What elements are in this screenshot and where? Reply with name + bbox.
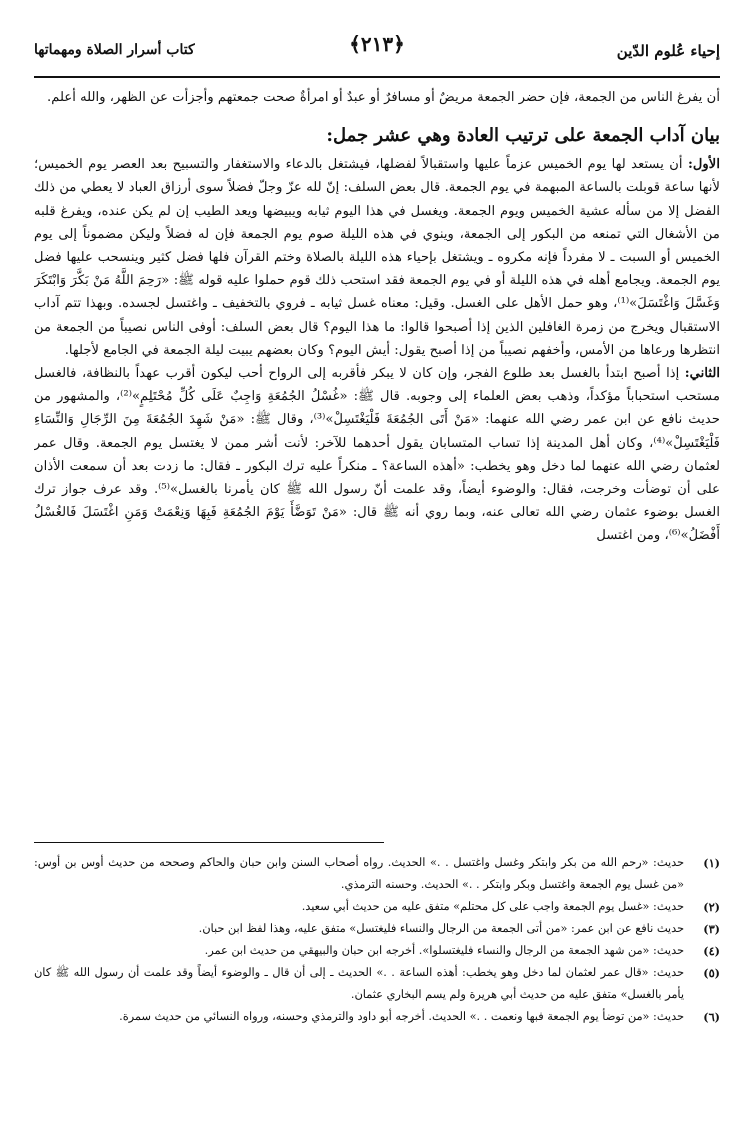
footnote	[34, 918, 720, 940]
footnote-text: حديث: «قال عمر لعثمان لما دخل وهو يخطب: أهذه الساعة . .» الحديث ـ إلى أن قال ـ والوضوء أيضاً وقد علمت أن رسول الله ﷺ كان يأمر بالغسل» متفق عليه من حديث أبي هريرة ولم يسم البخاري عثمان.	[34, 966, 684, 1001]
section-title: بيان آداب الجمعة على ترتيب العادة وهي عشر جمل:	[326, 125, 720, 147]
intro-paragraph: أن يفرغ الناس من الجمعة، فإن حضر الجمعة مريضٌ أو مسافرٌ أو عبدٌ أو امرأةٌ صحت جمعتهم وأجزأت عن الظهر، والله أعلم.	[47, 90, 720, 105]
footnote-text: حديث: «من شهد الجمعة من الرجال والنساء فليغتسلوا». أخرجه ابن حبان والبيهقي من حديث ابن عمر.	[204, 944, 684, 957]
main-text	[34, 86, 720, 832]
footnote	[34, 962, 720, 1006]
footnote	[34, 896, 720, 918]
footnote-text: حديث: «من توضأ يوم الجمعة فبها ونعمت . .» الحديث. أخرجه أبو داود والترمذي وحسنه، ورواه النسائي من حديث سمرة.	[119, 1010, 684, 1023]
header-rule	[34, 76, 720, 78]
second-label: الثاني:	[684, 366, 720, 382]
first-label: الأول:	[687, 157, 720, 173]
footnotes	[34, 852, 720, 1102]
book-title: إحياء عُلوم الدّين	[616, 42, 720, 60]
footnote-text: حديث: «رحم الله من بكر وابتكر وغسل واغتسل . .» الحديث. رواه أصحاب السنن وابن حبان والحاكم وصححه من حديث أوس بن أوس: «من غسل يوم الجمعة واغتسل وبكر وابتكر . .» الحديث. وحسنه الترمذي.	[34, 856, 684, 891]
paragraph-first	[34, 153, 720, 362]
footnote	[34, 1006, 720, 1028]
footnote-number: (٣)	[703, 922, 720, 936]
footnote-number: (١)	[703, 856, 720, 870]
page-number: ﴿٢١٣﴾	[349, 32, 405, 56]
footnote-number: (٢)	[703, 900, 720, 914]
footnote-number: (٦)	[703, 1010, 720, 1024]
footnote	[34, 852, 720, 896]
chapter-title: كتاب أسرار الصلاة ومهماتها	[34, 42, 195, 58]
paragraph-second	[34, 362, 720, 548]
footnote	[34, 940, 720, 962]
footnote-text: حديث نافع عن ابن عمر: «من أتى الجمعة من الرجال والنساء فليغتسل» متفق عليه، وهذا لفظ ابن حبان.	[198, 922, 684, 935]
footnote-text: حديث: «غسل يوم الجمعة واجب على كل محتلم» متفق عليه من حديث أبي سعيد.	[301, 900, 684, 913]
first-text: أن يستعد لها يوم الخميس عزماً عليها واستقبالاً لفضلها، فيشتغل بالدعاء والاستغفار والتسبيح بعد العصر يوم الخميس؛ لأنها ساعة قوبلت بالساعة المبهمة في يوم الجمعة. قال بعض السلف: إنّ لله عزّ وجلّ فضلاً سوى أرزاق العباد لا يعطي من ذلك الفضل إلا من سأله عشية الخميس ويوم الجمعة. ويغسل في هذا اليوم ثيابه ويبيضها ويعد الطيب إن لم يكن عنده، ويفرغ قلبه من الأشغال التي تمنعه من البكور إلى الجمعة، وينوي في هذه الليلة صوم يوم الجمعة فإن له فضلاً وليكن مضموناً إلى يوم الخميس أو السبت ـ لا مفرداً فإنه مكروه ـ ويشتغل بإحياء هذه الليلة بالصلاة وختم القرآن فلها فضل كثير وينسحب عليها فضل يوم الجمعة. ويجامع أهله في هذه الليلة أو في يوم الجمعة فقد استحب ذلك قوم حملوا عليه قوله ﷺ: «رَحِمَ اللَّهُ مَنْ بَكَّرَ وَابْتَكَرَ وَغَسَّلَ وَاغْتَسَلَ»⁽¹⁾، وهو حمل الأهل على الغسل. وقيل: معناه غسل ثيابه ـ فروي بالتخفيف ـ واغتسل لجسده. وبهذا تتم آداب الاستقبال ويخرج من زمرة الغافلين الذين إذا أصبحوا قالوا: ما هذا اليوم؟ قال بعض السلف: أوفى الناس نصيباً من الجمعة من انتظرها ورعاها من الأمس، وأخفهم نصيباً من إذا أصبح يقول: أيش اليوم؟ وكان بعضهم يبيت ليلة الجمعة في الجامع لأجلها.	[34, 157, 720, 358]
page-header	[34, 30, 720, 76]
second-text: إذا أصبح ابتدأ بالغسل بعد طلوع الفجر، وإن كان لا يبكر فأقربه إلى الرواح أحب ليكون أقرب عهداً بالنظافة، فالغسل مستحب استحباباً مؤكداً، وذهب بعض العلماء إلى وجوبه. قال ﷺ: «غُسْلُ الجُمُعَةِ وَاجِبٌ عَلَى كُلِّ مُحْتَلِمٍ»⁽²⁾، والمشهور من حديث نافع عن ابن عمر رضي الله عنهما: «مَنْ أَتَى الجُمُعَةَ فَلْيَغْتَسِلْ»⁽³⁾، وقال ﷺ: «مَنْ شَهِدَ الجُمُعَةَ مِنَ الرِّجَالِ وَالنِّسَاءِ فَلْيَغْتَسِلْ»⁽⁴⁾، وكان أهل المدينة إذا تساب المتسابان يقول أحدهما للآخر: لأنت أشر ممن لا يغتسل يوم الجمعة. وقال عمر لعثمان رضي الله عنهما لما دخل وهو يخطب: «أهذه الساعة؟ ـ منكراً عليه ترك البكور ـ فقال: ما زدت بعد أن سمعت الأذان على أن توضأت وخرجت، فقال: والوضوء أيضاً، وقد علمت أنّ رسول الله ﷺ كان يأمرنا بالغسل»⁽⁵⁾. وقد عرف جواز ترك الغسل بوضوء عثمان رضي الله تعالى عنه، وبما روي أنه ﷺ قال: «مَنْ تَوَضَّأَ يَوْمَ الجُمُعَةِ فَبِهَا وَنِعْمَتْ وَمَنِ اغْتَسَلَ فَالغُسْلُ أَفْضَلُ»⁽⁶⁾، ومن اغتسل	[34, 366, 720, 544]
footnote-number: (٥)	[703, 966, 720, 980]
footnote-number: (٤)	[703, 944, 720, 958]
footnote-rule	[34, 842, 384, 843]
